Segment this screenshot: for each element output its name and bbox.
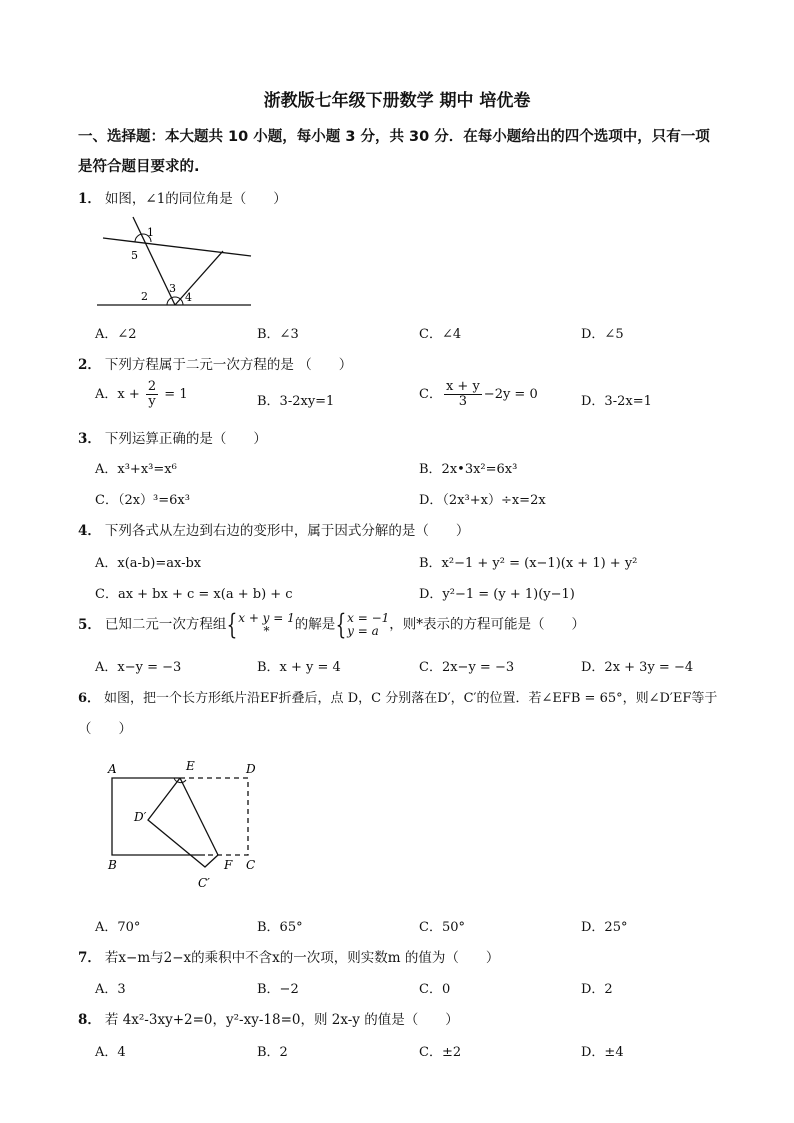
q5-text-pre: 已知二元一次方程组 [104,616,227,633]
question-text: 若x−m与2−x的乘积中不含x的一次项，则实数m 的值为（ ） [104,950,500,966]
q2-option-c-pre: C． [419,387,442,402]
section-heading-line1: 一、选择题：本大题共 10 小题，每小题 3 分，共 30 分．在每小题给出的四个选项中，只有一项 [78,129,710,145]
q2-option-b[interactable]: B．3-2xy=1 [257,394,335,409]
question-3 [78,427,267,447]
q4-option-c[interactable]: C．ax + bx + c = x(a + b) + c [95,587,293,602]
q5-option-b[interactable]: B．x + y = 4 [257,660,341,675]
question-number: 5． [78,616,101,633]
q6-label-a: A [108,762,117,776]
q6-label-f: F [224,858,233,872]
q7-option-c[interactable]: C．0 [419,982,451,997]
q5-option-d[interactable]: D．2x + 3y = −4 [581,660,694,675]
question-8 [78,1008,459,1028]
q1-label-3: 3 [169,282,176,295]
q6-figure [100,755,270,895]
q5-system-2 [347,612,389,638]
q6-option-d[interactable]: D．25° [581,920,628,935]
question-text: 若 4x²-3xy+2=0，y²-xy-18=0，则 2x-y 的值是（ ） [104,1012,459,1028]
q6-label-d-prime: D′ [134,810,147,824]
q1-label-2: 2 [141,290,148,303]
question-number: 6． [78,691,101,706]
q4-option-d[interactable]: D．y²−1 = (y + 1)(y−1) [419,587,575,602]
question-text: 如图，把一个长方形纸片沿EF折叠后，点 D，C 分别落在D′，C′的位置．若∠EFB = 65°，则∠D′EF等于 [104,691,718,706]
q5-system-1 [238,612,295,638]
q1-line-right [175,251,223,305]
question-number: 2． [78,357,101,373]
system-eq-bottom: * [263,624,270,638]
question-number: 1． [78,191,101,207]
q6-fold-line-ef [180,778,218,855]
q6-label-c-prime: C′ [198,876,210,890]
q1-figure [95,212,255,310]
q2-option-d[interactable]: D．3-2x=1 [581,394,652,409]
q5-option-a[interactable]: A．x−y = −3 [95,660,182,675]
q4-option-a[interactable]: A．x(a-b)=ax-bx [95,556,202,571]
q7-option-d[interactable]: D．2 [581,982,613,997]
fraction-numerator: 2 [147,379,157,394]
q5-option-c[interactable]: C．2x−y = −3 [419,660,515,675]
question-text: 下列运算正确的是（ ） [104,431,267,447]
question-5 [78,608,586,641]
system-eq-bottom: y = a [347,624,379,638]
question-text: 下列各式从左边到右边的变形中，属于因式分解的是（ ） [104,523,470,539]
q8-option-d[interactable]: D．±4 [581,1045,624,1060]
brace-icon: { [335,608,347,641]
question-6-cont: （ ） [78,721,132,737]
q2-option-c-post: −2y = 0 [483,387,538,402]
q7-option-a[interactable]: A．3 [95,982,126,997]
fraction-denominator: y [148,394,156,409]
question-number: 7． [78,950,101,966]
question-number: 8． [78,1012,101,1028]
q2-option-a-pre: A．x + [95,387,144,402]
q8-option-a[interactable]: A．4 [95,1045,126,1060]
q1-option-b[interactable]: B．∠3 [257,327,299,342]
q5-text-mid: 的解是 [294,616,336,633]
q3-option-c[interactable]: C．（2x）³=6x³ [95,493,190,508]
q2-option-c[interactable] [419,380,538,409]
question-number: 3． [78,431,101,447]
q8-option-c[interactable]: C．±2 [419,1045,462,1060]
q6-label-b: B [108,858,117,872]
question-6 [78,687,717,706]
q1-option-d[interactable]: D．∠5 [581,327,624,342]
q3-option-b[interactable]: B．2x•3x²=6x³ [419,462,518,477]
q2-option-c-fraction [444,380,482,409]
question-1 [78,187,287,207]
question-4 [78,519,469,539]
q2-option-a-post: = 1 [160,387,188,402]
brace-icon: { [226,608,238,641]
q2-option-a-fraction [146,380,158,409]
q3-option-d[interactable]: D．（2x³+x）÷x=2x [419,493,546,508]
q6-option-c[interactable]: C．50° [419,920,465,935]
q6-label-c: C [246,858,256,872]
q2-option-a[interactable] [95,380,188,409]
q1-option-a[interactable]: A．∠2 [95,327,137,342]
q6-folded-flap [148,778,218,867]
q1-label-1: 1 [147,226,154,239]
question-text: 如图，∠1的同位角是（ ） [104,191,287,207]
q6-option-b[interactable]: B．65° [257,920,303,935]
question-2 [78,353,352,373]
q1-label-5: 5 [131,249,138,262]
q1-label-4: 4 [185,291,192,304]
q6-option-a[interactable]: A．70° [95,920,141,935]
q8-option-b[interactable]: B．2 [257,1045,288,1060]
q6-label-e: E [186,759,195,773]
q3-option-a[interactable]: A．x³+x³=x⁶ [95,462,177,477]
fraction-denominator: 3 [458,394,468,409]
q4-option-b[interactable]: B．x²−1 + y² = (x−1)(x + 1) + y² [419,556,638,571]
q1-option-c[interactable]: C．∠4 [419,327,462,342]
q5-text-post: ，则*表示的方程可能是（ ） [389,616,586,633]
q1-line-top [103,238,251,256]
system-eq-top: x = −1 [347,611,390,625]
fraction-numerator: x + y [445,379,480,394]
page-title: 浙教版七年级下册数学 期中 培优卷 [263,91,531,111]
question-number: 4． [78,523,101,539]
q6-rectangle-dashed [180,778,248,855]
system-eq-top: x + y = 1 [238,611,295,625]
question-text: 下列方程属于二元一次方程的是 （ ） [104,357,353,373]
q6-label-d: D [246,762,256,776]
q7-option-b[interactable]: B．−2 [257,982,299,997]
question-7 [78,946,499,966]
section-heading-line2: 是符合题目要求的. [78,159,200,175]
q6-rectangle-solid [112,778,205,855]
